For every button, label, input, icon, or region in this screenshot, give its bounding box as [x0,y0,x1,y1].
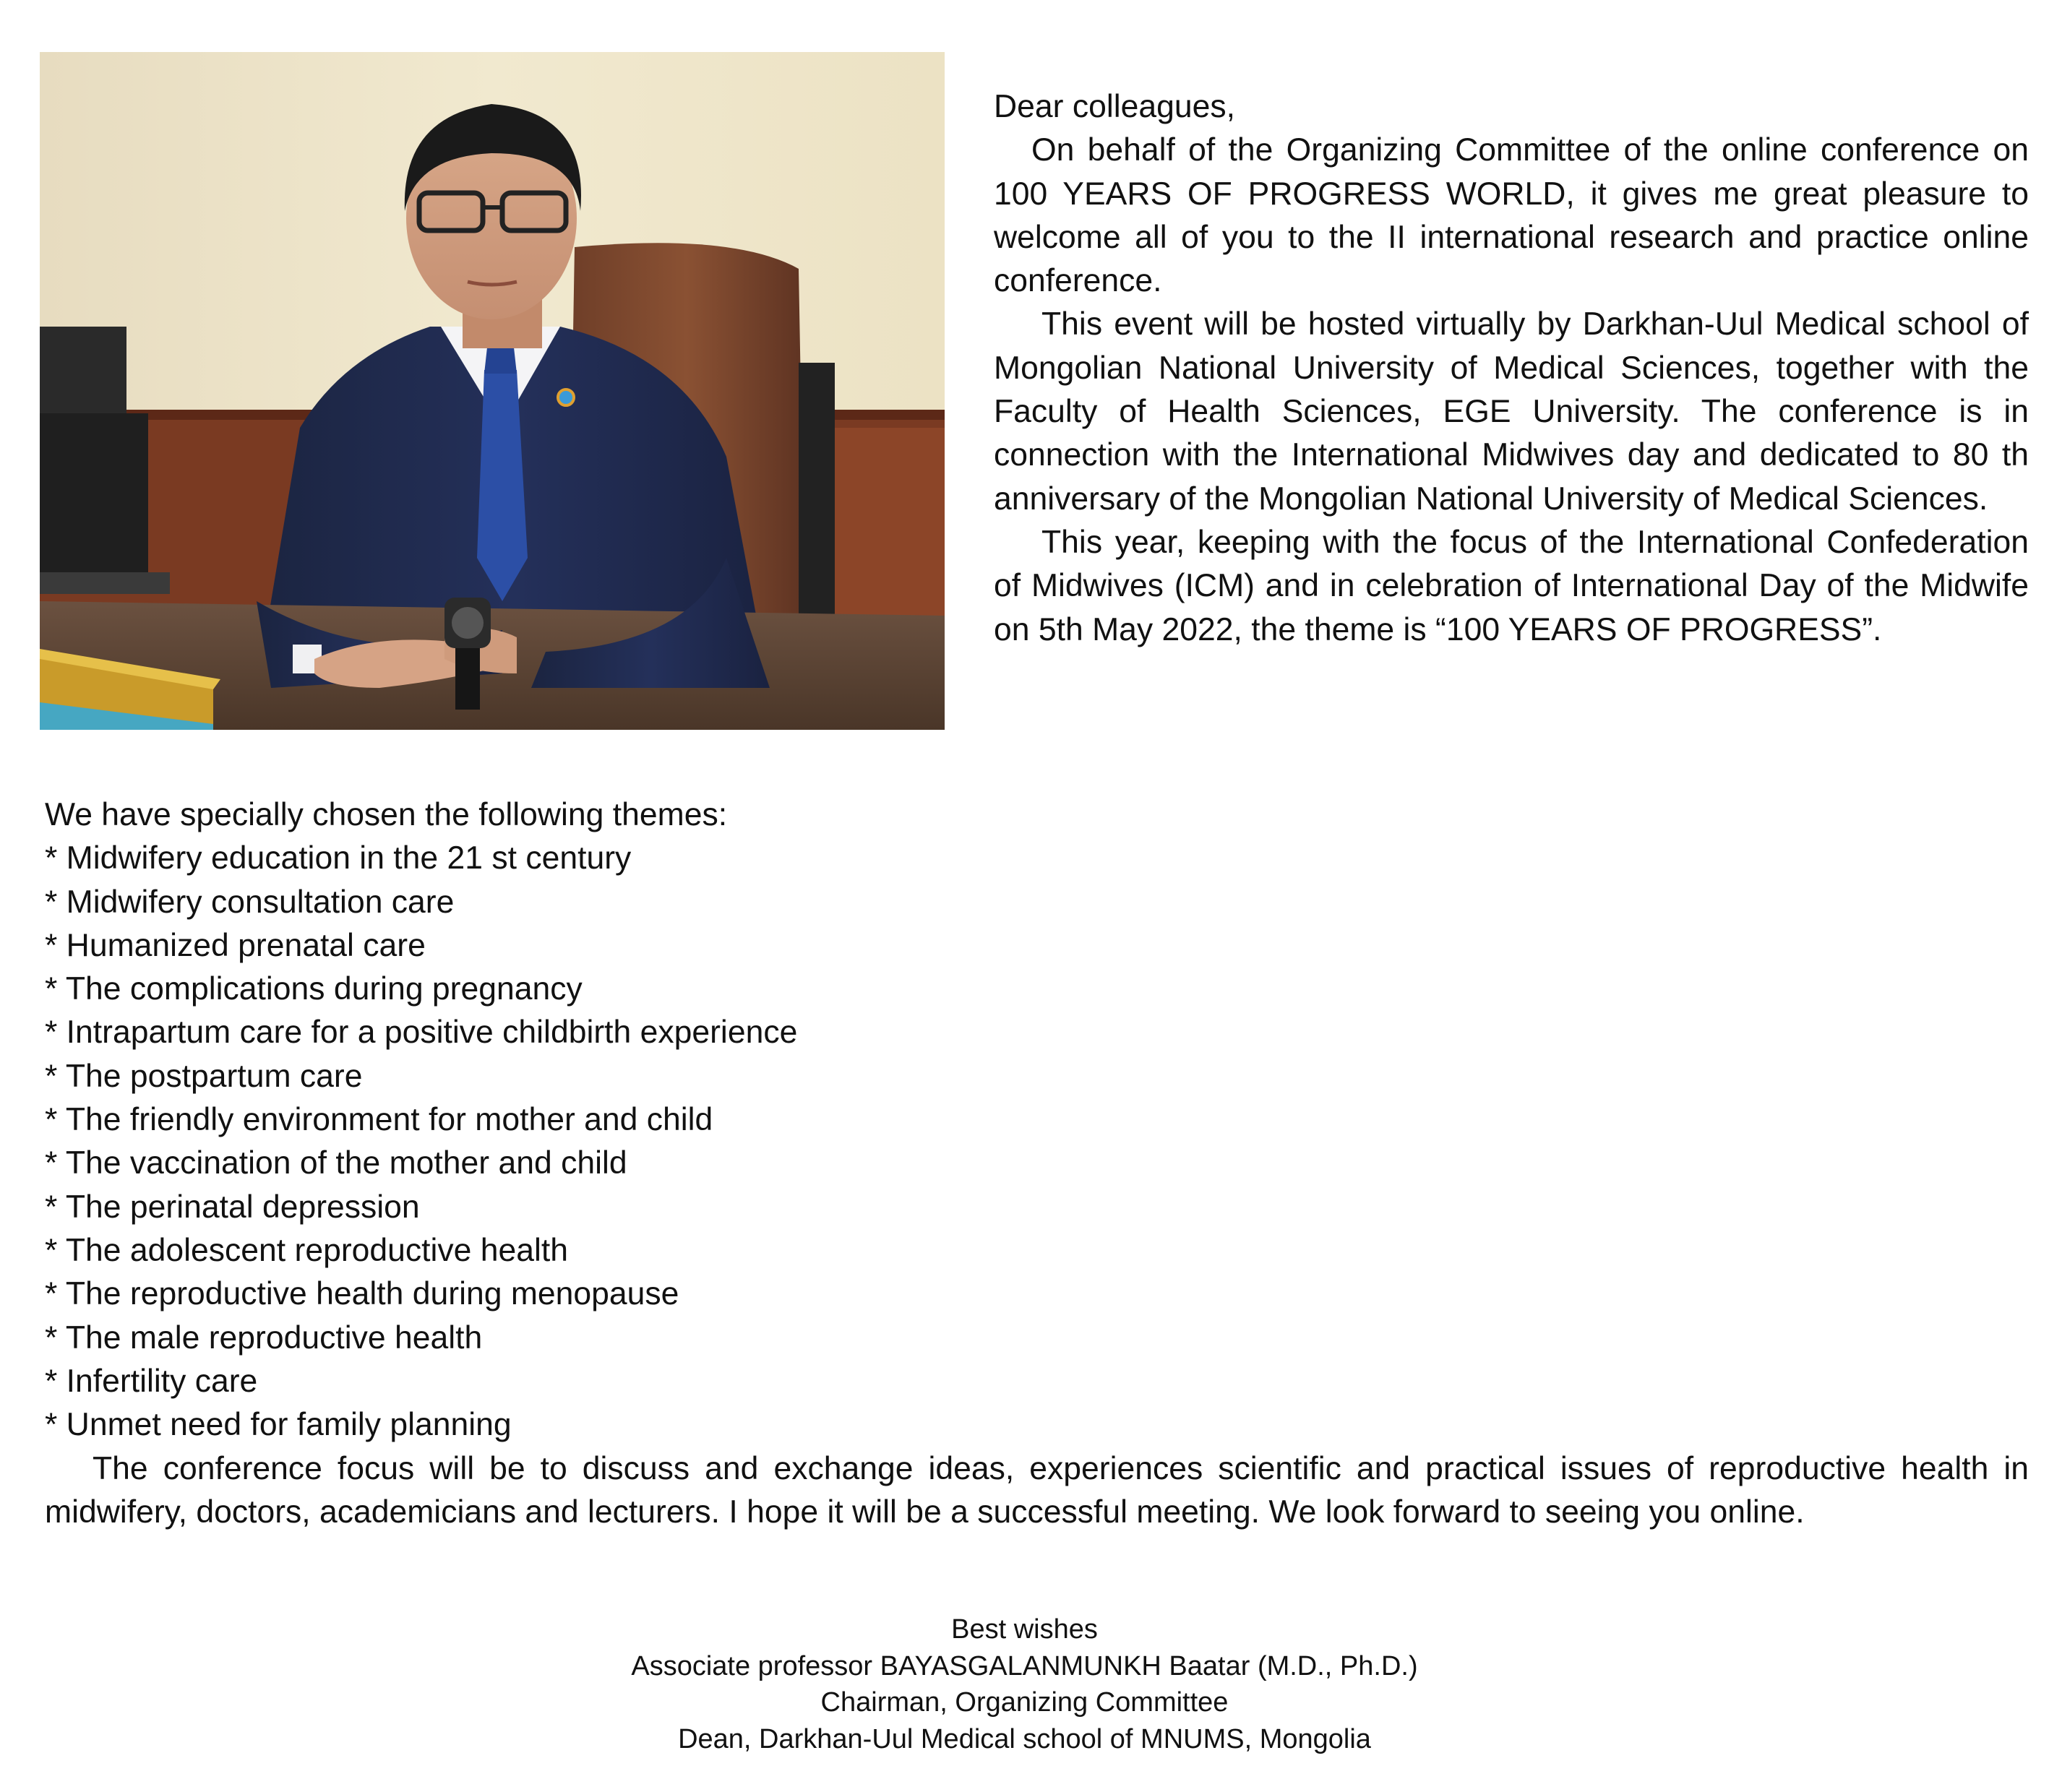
signature-name: Associate professor BAYASGALANMUNKH Baatar (M.D., Ph.D.) [631,1650,1418,1681]
letter-paragraph: This year, keeping with the focus of the International Confederation of Midwives (ICM) and in celebration of International Day of the Midwife on 5th May 2022, the theme is “100 YEARS OF PROGRESS”. [994,524,2029,647]
closing-paragraph: The conference focus will be to discuss and exchange ideas, experiences scientific and practical issues of reproductive health in midwifery, doctors, academicians and lecturers. I hope it will be a successful meeting. We look forward to seeing you online. [45,1451,2029,1530]
theme-item: * The friendly environment for mother and child [45,1102,713,1138]
theme-item: * Midwifery consultation care [45,884,455,920]
theme-item: * The reproductive health during menopause [45,1276,679,1312]
themes-section [45,793,2029,1447]
theme-item: * The postpartum care [45,1058,363,1094]
theme-item: * Humanized prenatal care [45,927,426,963]
theme-item: * Intrapartum care for a positive childbirth experience [45,1015,798,1051]
letter-paragraph: This event will be hosted virtually by Darkhan-Uul Medical school of Mongolian National University of Medical Sciences, together with the Faculty of Health Sciences, EGE University. The conference is in connection with the International Midwives day and dedicated to 80 th anniversary of the Mongolian National University of Medical Sciences. [994,306,2029,517]
theme-item: * The perinatal depression [45,1189,420,1225]
letter-paragraph: On behalf of the Organizing Committee of the online conference on 100 YEARS OF PROGRESS WORLD, it gives me great pleasure to welcome all of you to the II international research and practice online conference. [994,132,2029,299]
letter-body [994,85,2029,652]
theme-item: * Midwifery education in the 21 st century [45,840,632,876]
themes-intro: We have specially chosen the following themes: [45,797,728,832]
portrait-photo [40,52,945,730]
signature-role: Chairman, Organizing Committee [820,1687,1229,1718]
themes-list [45,837,2029,1447]
greeting: Dear colleagues, [994,89,1235,124]
theme-item: * The complications during pregnancy [45,971,583,1007]
theme-item: * The vaccination of the mother and child [45,1145,627,1181]
signature-affiliation: Dean, Darkhan-Uul Medical school of MNUMS, Mongolia [678,1723,1371,1754]
theme-item: * Infertility care [45,1363,258,1399]
theme-item: * Unmet need for family planning [45,1407,512,1443]
theme-item: * The male reproductive health [45,1319,483,1356]
signature-block [0,1611,2049,1757]
signature-salutation: Best wishes [951,1614,1098,1645]
theme-item: * The adolescent reproductive health [45,1232,569,1268]
